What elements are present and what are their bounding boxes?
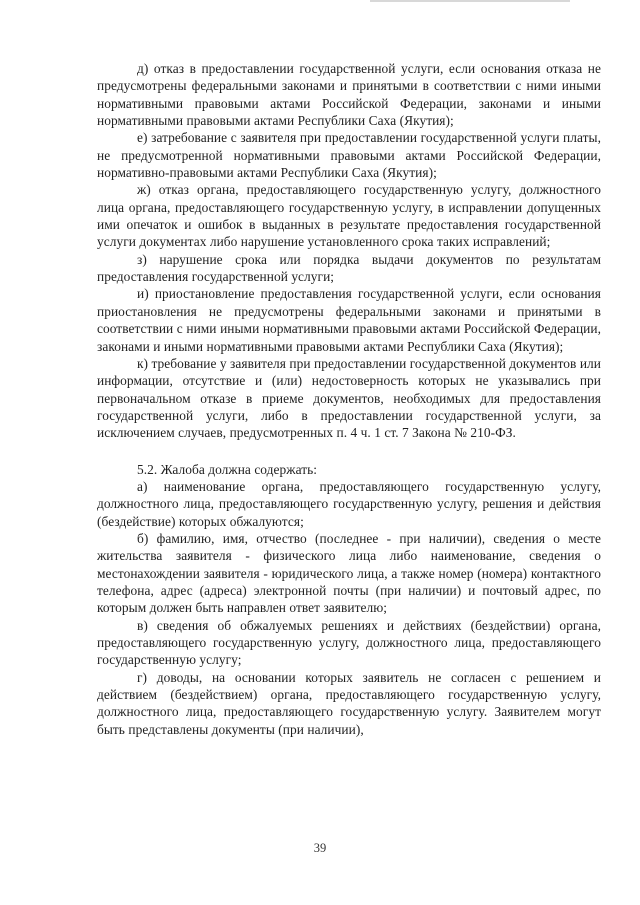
paragraph-z: з) нарушение срока или порядка выдачи документов по результатам предоставления государственной услуги; (97, 251, 601, 285)
paragraph-zh: ж) отказ органа, предоставляющего государственную услугу, должностного лица органа, предоставляющего государственную услугу, в исправлении допущенных ими опечаток и ошибок в выданных в результате предоставления государственной услуги документах либо нарушение установленного срока таких исправлений; (97, 182, 601, 250)
paragraph-d: д) отказ в предоставлении государственной услуги, если основания отказа не предусмотрены федеральными законами и принятыми в соответствии с ними иными нормативными правовыми актами Российской Федерации, законами и иными нормативными правовыми актами Республики Саха (Якутия); (97, 61, 601, 129)
paragraph-g: г) доводы, на основании которых заявитель не согласен с решением и действием (бездействием) органа, предоставляющего государственную услугу, должностного лица, предоставляющего государственную услугу. Заявителем могут быть представлены документы (при наличии), (97, 669, 601, 737)
section-heading: 5.2. Жалоба должна содержать: (137, 461, 318, 477)
scan-artifact-top (370, 0, 570, 2)
paragraph-a: а) наименование органа, предоставляющего государственную услугу, должностного лица, предоставляющего государственную услугу, решения и действия (бездействие) которых обжалуются; (97, 478, 601, 529)
paragraph-e: е) затребование с заявителя при предоставлении государственной услуги платы, не предусмотренной нормативными правовыми актами Российской Федерации, нормативно-правовыми актами Республики Саха (Якутия); (97, 130, 601, 181)
page-number: 39 (313, 841, 327, 855)
paragraph-i: и) приостановление предоставления государственной услуги, если основания приостановления не предусмотрены федеральными законами и принятыми в соответствии с ними иными нормативными правовыми актами Российской Федерации, законами и иными нормативными правовыми актами Республики Саха (Якутия); (97, 286, 601, 354)
paragraph-b: б) фамилию, имя, отчество (последнее - при наличии), сведения о месте жительства заявителя - физического лица либо наименование, сведения о местонахождении заявителя - юридического лица, а также номер (номера) контактного телефона, адрес (адреса) электронной почты (при наличии) и почтовый адрес, по которым должен быть направлен ответ заявителю; (97, 530, 601, 616)
paragraph-v: в) сведения об обжалуемых решениях и действиях (бездействии) органа, предоставляющего государственную услугу, должностного лица, предоставляющего государственную услугу; (97, 617, 601, 668)
document-body (97, 60, 601, 738)
section-spacer (97, 442, 601, 461)
paragraph-k: к) требование у заявителя при предоставлении государственной документов или информации, отсутствие и (или) недостоверность которых не указывались при первоначальном отказе в приеме документов, необходимых для предоставления государственной услуги, либо в предоставлении государственной услуги, за исключением случаев, предусмотренных п. 4 ч. 1 ст. 7 Закона № 210-ФЗ. (97, 355, 601, 441)
